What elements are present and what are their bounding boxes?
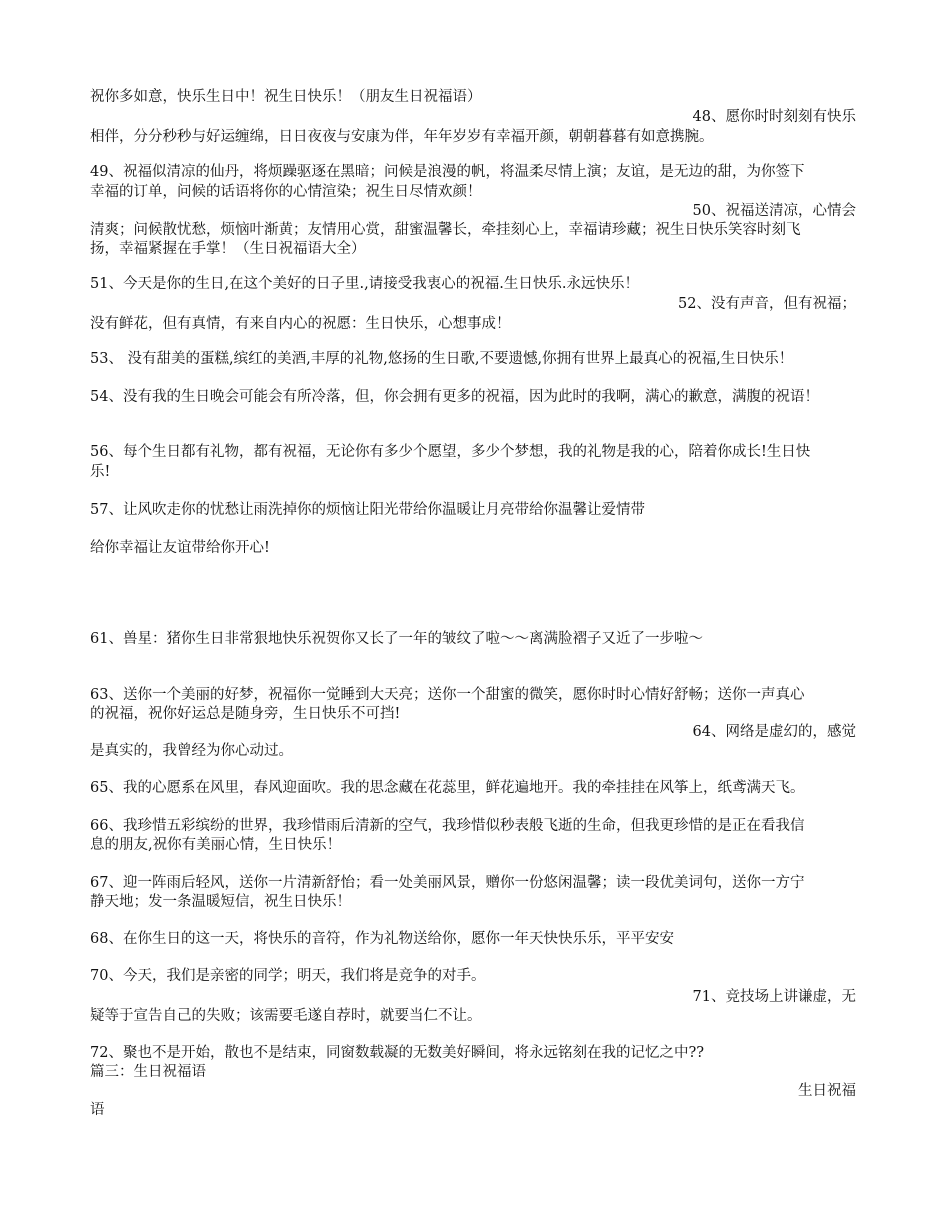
section-heading: 篇三：生日祝福语: [90, 1064, 206, 1080]
text-line: 是真实的，我曾经为你心动过。: [90, 743, 293, 759]
text-line: 静天地；发一条温暖短信，祝生日快乐！: [90, 894, 351, 910]
text-line: 的祝福，祝你好运总是随身旁，生日快乐不可挡!: [90, 706, 401, 722]
text-line: 息的朋友,祝你有美丽心情，生日快乐！: [90, 837, 342, 853]
text-line: 没有鲜花，但有真情，有来自内心的祝愿：生日快乐，心想事成！: [90, 316, 511, 332]
text-line: 57、让风吹走你的忧愁让雨洗掉你的烦恼让阳光带给你温暖让月亮带给你温馨让爱情带: [90, 502, 645, 518]
text-line: 清爽；问候散忧愁，烦恼叶渐黄；友情用心赏，甜蜜温馨长，牵挂刻心上，幸福请珍藏；祝生日快乐笑容时刻飞: [90, 222, 801, 238]
text-line: 疑等于宣告自己的失败；该需要毛遂自荐时，就要当仁不让。: [90, 1008, 482, 1024]
text-line: 65、我的心愿系在风里，春风迎面吹。我的思念藏在花蕊里，鲜花遍地开。我的牵挂挂在风筝上，纸鸢满天飞。: [90, 780, 805, 796]
text-line: 68、在你生日的这一天，将快乐的音符，作为礼物送给你，愿你一年天快快乐乐，平平安安: [90, 931, 674, 947]
text-line: 54、没有我的生日晚会可能会有所冷落，但，你会拥有更多的祝福，因为此时的我啊，满心的歉意，满腹的祝语！: [90, 389, 819, 405]
text-line: 语: [90, 1102, 105, 1118]
text-line: 64、网络是虚幻的，感觉: [692, 724, 856, 740]
text-line: 72、聚也不是开始，散也不是结束，同窗数载凝的无数美好瞬间，将永远铭刻在我的记忆之中??: [90, 1045, 704, 1061]
text-line: 53、 没有甜美的蛋糕,缤红的美酒,丰厚的礼物,悠扬的生日歌,不要遗憾,你拥有世界上最真心的祝福,生日快乐！: [90, 351, 794, 367]
text-line: 给你幸福让友谊带给你开心!: [90, 540, 270, 556]
text-line: 51、今天是你的生日,在这个美好的日子里.,请接受我衷心的祝福.生日快乐.永远快乐！: [90, 276, 639, 292]
text-line: 49、祝福似清凉的仙丹，将烦躁驱逐在黑暗；问候是浪漫的帆，将温柔尽情上演；友谊，是无边的甜，为你签下: [90, 164, 805, 180]
text-line: 生日祝福: [798, 1083, 856, 1099]
text-line: 50、祝福送清凉，心情会: [692, 203, 856, 219]
text-line: 71、竞技场上讲谦虚，无: [692, 989, 856, 1005]
text-line: 52、没有声音，但有祝福；: [678, 296, 856, 312]
text-line: 56、每个生日都有礼物，都有祝福，无论你有多少个愿望，多少个梦想，我的礼物是我的心，陪着你成长!生日快: [90, 444, 811, 460]
text-line: 63、送你一个美丽的好梦，祝福你一觉睡到大天亮；送你一个甜蜜的微笑，愿你时时心情好舒畅；送你一声真心: [90, 687, 805, 703]
text-line: 祝你多如意，快乐生日中！祝生日快乐！（朋友生日祝福语）: [90, 89, 482, 105]
text-line: 幸福的订单，问候的话语将你的心情渲染；祝生日尽情欢颜！: [90, 184, 482, 200]
text-line: 扬，幸福紧握在手掌！（生日祝福语大全）: [90, 241, 366, 257]
text-line: 66、我珍惜五彩缤纷的世界，我珍惜雨后清新的空气，我珍惜似秒表般飞逝的生命，但我更珍惜的是正在看我信: [90, 818, 805, 834]
text-line: 乐!: [90, 464, 111, 480]
text-line: 61、兽星：猪你生日非常狠地快乐祝贺你又长了一年的皱纹了啦～～离满脸褶子又近了一步啦～: [90, 631, 703, 647]
text-line: 48、愿你时时刻刻有快乐: [692, 109, 856, 125]
text-line: 相伴，分分秒秒与好运缠绵，日日夜夜与安康为伴，年年岁岁有幸福开颜，朝朝暮暮有如意携腕。: [90, 129, 714, 145]
text-line: 70、今天，我们是亲密的同学；明天，我们将是竞争的对手。: [90, 968, 486, 984]
text-line: 67、迎一阵雨后轻风，送你一片清新舒怡；看一处美丽风景，赠你一份悠闲温馨；读一段优美词句，送你一方宁: [90, 875, 805, 891]
